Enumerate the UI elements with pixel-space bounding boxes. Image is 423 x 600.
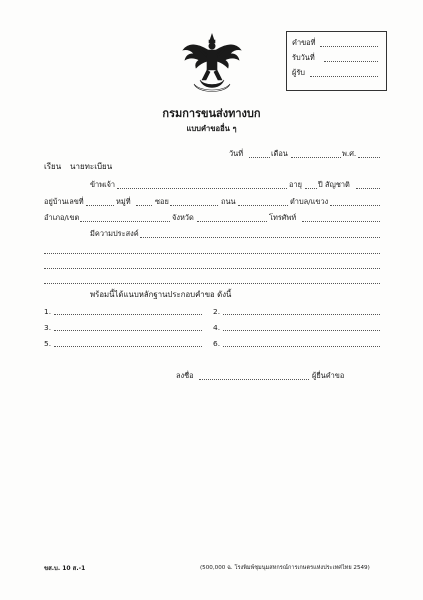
district-label: อำเภอ/เขต (44, 213, 80, 222)
moo-label: หมู่ที่ (116, 197, 131, 206)
phone-field[interactable] (302, 221, 380, 222)
year-field[interactable] (358, 157, 380, 158)
purpose-label: มีความประสงค์ (90, 229, 139, 238)
attachment-field-4[interactable] (223, 330, 380, 331)
month-field[interactable] (291, 157, 341, 158)
attachment-number: 6. (213, 339, 221, 348)
purpose-line-2[interactable] (44, 253, 380, 254)
attachment-number: 4. (213, 323, 221, 332)
salutation-prefix: เรียน (44, 162, 62, 171)
house-no-label: อยู่บ้านเลขที่ (44, 197, 84, 206)
receiver-label: ผู้รับ (292, 68, 305, 77)
day-field[interactable] (249, 157, 270, 158)
attachment-field-6[interactable] (223, 346, 380, 347)
soi-field[interactable] (170, 205, 218, 206)
house-no-field[interactable] (86, 205, 114, 206)
signature-role: ผู้ยื่นคำขอ (312, 371, 345, 380)
department-title: กรมการขนส่งทางบก (162, 107, 261, 120)
date-year-label: พ.ศ. (342, 149, 357, 158)
province-label: จังหวัด (172, 213, 194, 222)
name-label: ข้าพเจ้า (90, 180, 116, 189)
attachment-field-1[interactable] (54, 314, 202, 315)
received-date-field[interactable] (324, 61, 378, 62)
print-note: (500,000 ฉ. โรงพิมพ์ชุมนุมสหกรณ์การเกษตรแห่งประเทศไทย 2549) (200, 565, 370, 571)
age-field[interactable] (305, 188, 317, 189)
name-field[interactable] (117, 188, 287, 189)
subdistrict-label: ตำบล/แขวง (290, 197, 329, 206)
attachment-number: 2. (213, 307, 221, 316)
purpose-line-3[interactable] (44, 268, 380, 269)
salutation-to: นายทะเบียน (70, 162, 113, 171)
form-title: แบบคำขออื่น ๆ (186, 124, 237, 133)
purpose-field[interactable] (140, 237, 380, 238)
signature-field[interactable] (199, 379, 309, 380)
attachment-number: 3. (44, 323, 52, 332)
receiver-field[interactable] (310, 76, 378, 77)
road-label: ถนน (221, 197, 236, 206)
request-no-field[interactable] (320, 46, 378, 47)
province-field[interactable] (197, 221, 267, 222)
date-month-label: เดือน (271, 149, 288, 158)
form-code: ขส.บ. 10 ส.-1 (44, 565, 86, 572)
attachments-heading: พร้อมนี้ได้แนบหลักฐานประกอบคำขอ ดังนี้ (90, 290, 232, 299)
purpose-line-4[interactable] (44, 283, 380, 284)
moo-field[interactable] (136, 205, 152, 206)
phone-label: โทรศัพท์ (269, 213, 297, 222)
date-day-label: วันที่ (229, 149, 244, 158)
age-label: อายุ (289, 180, 302, 189)
signature-label: ลงชื่อ (176, 371, 194, 380)
garuda-emblem-icon (180, 32, 244, 96)
nationality-field[interactable] (356, 188, 380, 189)
nationality-label: ปี สัญชาติ (318, 180, 350, 189)
road-field[interactable] (238, 205, 288, 206)
attachment-field-5[interactable] (54, 346, 202, 347)
district-field[interactable] (80, 221, 170, 222)
subdistrict-field[interactable] (330, 205, 380, 206)
request-no-label: คำขอที่ (292, 38, 316, 47)
attachment-number: 1. (44, 307, 52, 316)
attachment-number: 5. (44, 339, 52, 348)
received-date-label: รับวันที่ (292, 53, 315, 62)
soi-label: ซอย (155, 197, 169, 206)
attachment-field-3[interactable] (54, 330, 202, 331)
attachment-field-2[interactable] (223, 314, 380, 315)
